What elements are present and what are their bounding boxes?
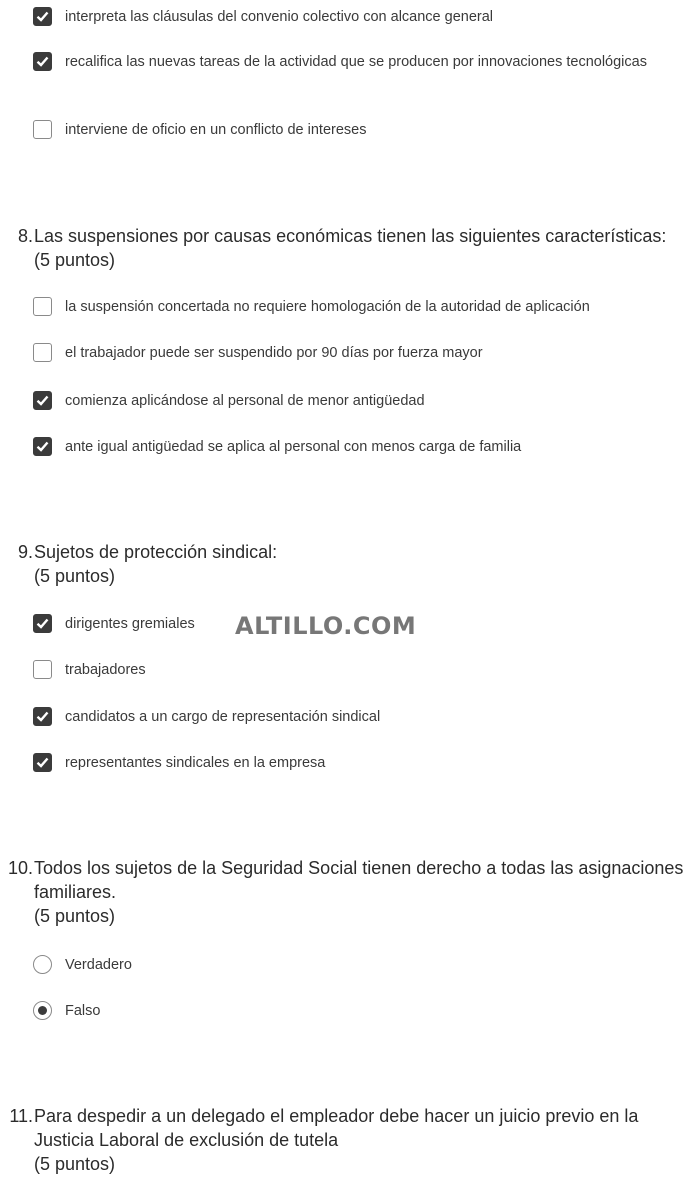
option-label: candidatos a un cargo de representación sindical — [65, 709, 381, 725]
radio-unselected-icon[interactable] — [33, 955, 52, 974]
checkbox-unchecked-icon[interactable] — [33, 343, 52, 362]
option-recalifica[interactable] — [33, 51, 690, 73]
option-label: trabajadores — [65, 662, 146, 678]
option-label: recalifica las nuevas tareas de la actividad que se producen por innovaciones tecnológicas — [65, 54, 647, 70]
checkbox-unchecked-icon[interactable] — [33, 120, 52, 139]
q10-option-falso[interactable] — [33, 1000, 690, 1022]
checkbox-checked-icon[interactable] — [33, 7, 52, 26]
question-points: (5 puntos) — [34, 566, 116, 586]
question-8 — [8, 224, 692, 272]
question-number: 10. — [7, 858, 33, 878]
question-text: Las suspensiones por causas económicas tienen las siguientes características: — [34, 226, 667, 246]
option-label: ante igual antigüedad se aplica al personal con menos carga de familia — [65, 439, 522, 455]
question-points: (5 puntos) — [34, 906, 116, 926]
checkbox-checked-icon[interactable] — [33, 753, 52, 772]
question-text: Todos los sujetos de la Seguridad Social tienen derecho a todas las asignaciones familiares. — [34, 858, 684, 902]
question-number: 11. — [9, 1106, 33, 1126]
option-label: comienza aplicándose al personal de menor antigüedad — [65, 393, 425, 409]
option-label: Falso — [65, 1003, 101, 1019]
checkbox-checked-icon[interactable] — [33, 614, 52, 633]
option-label: Verdadero — [65, 957, 132, 973]
option-label: el trabajador puede ser suspendido por 90 días por fuerza mayor — [65, 345, 483, 361]
q8-option-1[interactable] — [33, 296, 690, 318]
question-points: (5 puntos) — [34, 250, 116, 270]
question-text: Sujetos de protección sindical: — [34, 542, 278, 562]
question-10 — [8, 856, 692, 928]
option-label: dirigentes gremiales — [65, 616, 195, 632]
checkbox-checked-icon[interactable] — [33, 52, 52, 71]
option-label: interpreta las cláusulas del convenio colectivo con alcance general — [65, 9, 494, 25]
q8-option-2[interactable] — [33, 342, 690, 364]
q8-option-4[interactable] — [33, 436, 690, 458]
option-interpreta[interactable] — [33, 6, 690, 28]
question-number: 9. — [17, 542, 33, 562]
q9-option-2[interactable] — [33, 659, 690, 681]
option-interviene[interactable] — [33, 119, 690, 141]
checkbox-unchecked-icon[interactable] — [33, 660, 52, 679]
question-points: (5 puntos) — [34, 1154, 116, 1174]
question-11 — [8, 1104, 692, 1176]
option-label: la suspensión concertada no requiere homologación de la autoridad de aplicación — [65, 299, 590, 315]
radio-selected-icon[interactable] — [33, 1001, 52, 1020]
q8-option-3[interactable] — [33, 390, 690, 412]
option-label: representantes sindicales en la empresa — [65, 755, 326, 771]
question-9 — [8, 540, 692, 588]
checkbox-unchecked-icon[interactable] — [33, 297, 52, 316]
q10-option-verdadero[interactable] — [33, 954, 690, 976]
q9-option-4[interactable] — [33, 752, 690, 774]
question-text: Para despedir a un delegado el empleador debe hacer un juicio previo en la Justicia Laboral de exclusión de tutela — [34, 1106, 639, 1150]
option-label: interviene de oficio en un conflicto de intereses — [65, 122, 367, 138]
q9-option-3[interactable] — [33, 706, 690, 728]
checkbox-checked-icon[interactable] — [33, 437, 52, 456]
question-number: 8. — [17, 226, 33, 246]
checkbox-checked-icon[interactable] — [33, 707, 52, 726]
watermark: ALTILLO.COM — [235, 612, 417, 640]
checkbox-checked-icon[interactable] — [33, 391, 52, 410]
